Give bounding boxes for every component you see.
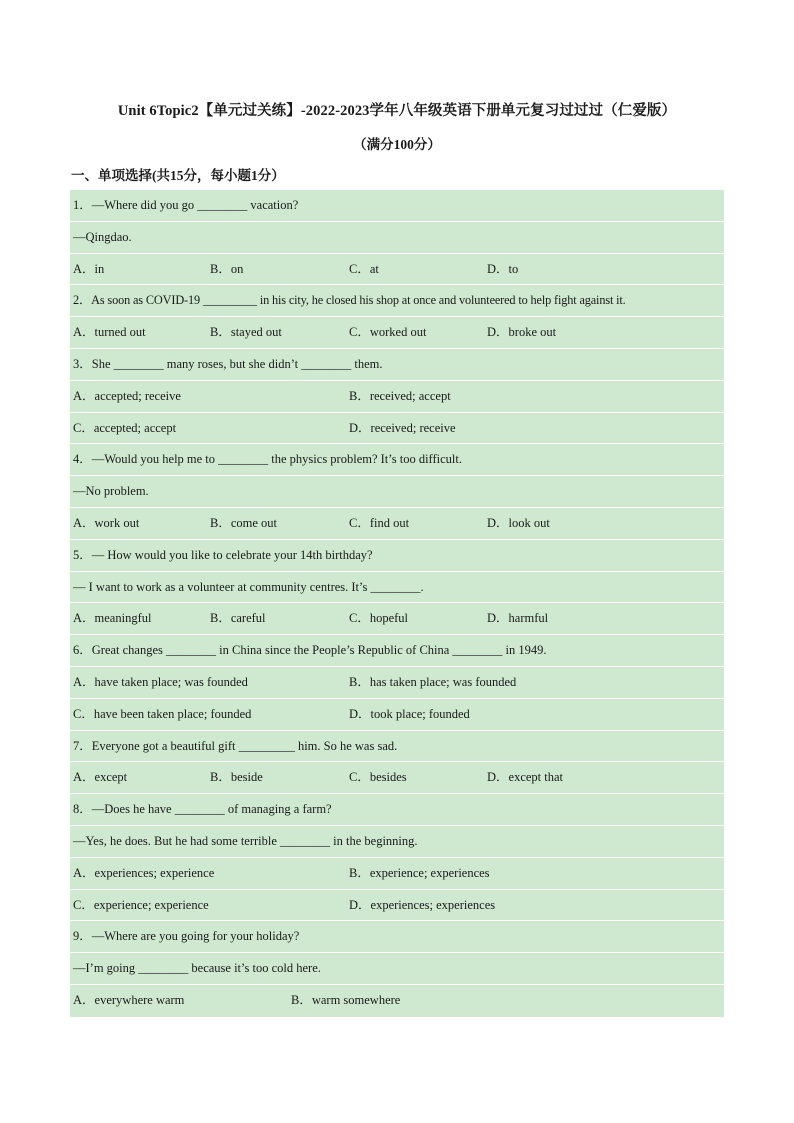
question-8-answer-row (70, 826, 724, 858)
question-4-stem: 4．—Would you help me to ________ the physics problem? It’s too difficult. (73, 452, 462, 467)
option-a[interactable]: A．accepted; receive (73, 388, 181, 403)
option-a[interactable]: A．have taken place; was founded (73, 675, 248, 689)
option-b[interactable]: B．on (210, 261, 244, 276)
score-note: （满分100分） (353, 137, 441, 152)
option-b[interactable]: B．careful (210, 611, 266, 626)
option-d[interactable]: D．received; receive (349, 420, 456, 435)
question-7-stem: 7．Everyone got a beautiful gift _________ him. So he was sad. (73, 738, 398, 753)
question-4-dialogue-reply: —No problem. (73, 484, 149, 499)
question-1-stem-row (70, 190, 724, 222)
question-6-stem-row (70, 635, 724, 667)
question-9-stem-row (70, 921, 724, 953)
option-a[interactable]: A．work out (73, 516, 140, 530)
option-a[interactable]: A．turned out (73, 325, 146, 340)
question-8-stem: 8．—Does he have ________ of managing a farm? (73, 802, 332, 817)
question-4-answer-row (70, 476, 724, 508)
option-d[interactable]: D．took place; founded (349, 706, 470, 721)
question-6-stem: 6．Great changes ________ in China since the People’s Republic of China ________ in 1949. (73, 643, 547, 658)
option-c[interactable]: C．find out (349, 516, 410, 530)
option-b[interactable]: B．beside (210, 770, 263, 785)
question-1-options (70, 254, 724, 286)
option-b[interactable]: B．has taken place; was founded (349, 675, 517, 689)
option-d[interactable]: D．experiences; experiences (349, 897, 496, 912)
question-3-stem: 3．She ________ many roses, but she didn’t ________ them. (73, 357, 383, 371)
question-6-options-ab (70, 667, 724, 699)
option-b[interactable]: B．received; accept (349, 388, 451, 403)
question-5-stem: 5．— How would you like to celebrate your 14th birthday? (73, 547, 373, 562)
question-9-answer-row (70, 953, 724, 985)
option-a[interactable]: A．experiences; experience (73, 865, 215, 880)
question-3-options-cd (70, 413, 724, 445)
question-9-options (70, 985, 724, 1017)
question-7-stem-row (70, 731, 724, 763)
question-8-stem-row (70, 794, 724, 826)
question-panel (70, 190, 724, 1017)
question-1-stem: 1．—Where did you go ________ vacation? (73, 198, 299, 212)
option-d[interactable]: D．to (487, 261, 519, 276)
question-3-options-ab (70, 381, 724, 413)
option-c[interactable]: C．besides (349, 770, 407, 785)
document-title: Unit 6Topic2【单元过关练】-2022-2023学年八年级英语下册单元复习过过过（仁爱版） (117, 103, 677, 119)
question-1-answer-row (70, 222, 724, 254)
question-7-options (70, 762, 724, 794)
option-c[interactable]: C．accepted; accept (73, 420, 177, 435)
question-9-dialogue-reply: —I’m going ________ because it’s too cold here. (73, 961, 321, 976)
question-4-stem-row (70, 444, 724, 476)
question-4-options (70, 508, 724, 540)
question-6-options-cd (70, 699, 724, 731)
option-c[interactable]: C．experience; experience (73, 897, 209, 912)
question-5-stem-row (70, 540, 724, 572)
option-b[interactable]: B．come out (210, 516, 278, 530)
question-8-options-cd (70, 890, 724, 922)
option-b[interactable]: B．experience; experiences (349, 865, 490, 880)
question-8-dialogue-reply: —Yes, he does. But he had some terrible ________ in the beginning. (73, 834, 418, 848)
option-a[interactable]: A．in (73, 261, 105, 276)
option-c[interactable]: C．hopeful (349, 611, 409, 626)
question-9-stem: 9．—Where are you going for your holiday? (73, 929, 300, 944)
question-2-stem-row (70, 285, 724, 317)
option-c[interactable]: C．have been taken place; founded (73, 706, 252, 721)
option-d[interactable]: D．broke out (487, 325, 557, 340)
question-3-stem-row (70, 349, 724, 381)
section-heading: 一、单项选择(共15分，每小题1分） (71, 168, 285, 183)
question-5-options (70, 603, 724, 635)
option-b[interactable]: B．warm somewhere (291, 993, 401, 1007)
option-d[interactable]: D．harmful (487, 611, 549, 626)
question-5-answer-row (70, 572, 724, 604)
question-8-options-ab (70, 858, 724, 890)
question-5-dialogue-reply: — I want to work as a volunteer at community centres. It’s ________. (73, 579, 424, 594)
option-d[interactable]: D．except that (487, 770, 564, 785)
option-b[interactable]: B．stayed out (210, 325, 282, 340)
option-a[interactable]: A．meaningful (73, 611, 152, 626)
option-c[interactable]: C．worked out (349, 325, 427, 340)
option-d[interactable]: D．look out (487, 516, 550, 530)
question-1-dialogue-reply: —Qingdao. (73, 229, 132, 244)
option-c[interactable]: C．at (349, 261, 379, 276)
option-a[interactable]: A．except (73, 770, 128, 785)
question-2-options (70, 317, 724, 349)
option-a[interactable]: A．everywhere warm (73, 993, 185, 1007)
question-2-stem: 2．As soon as COVID-19 _________ in his city, he closed his shop at once and volunteered to help fight against it. (73, 293, 626, 308)
